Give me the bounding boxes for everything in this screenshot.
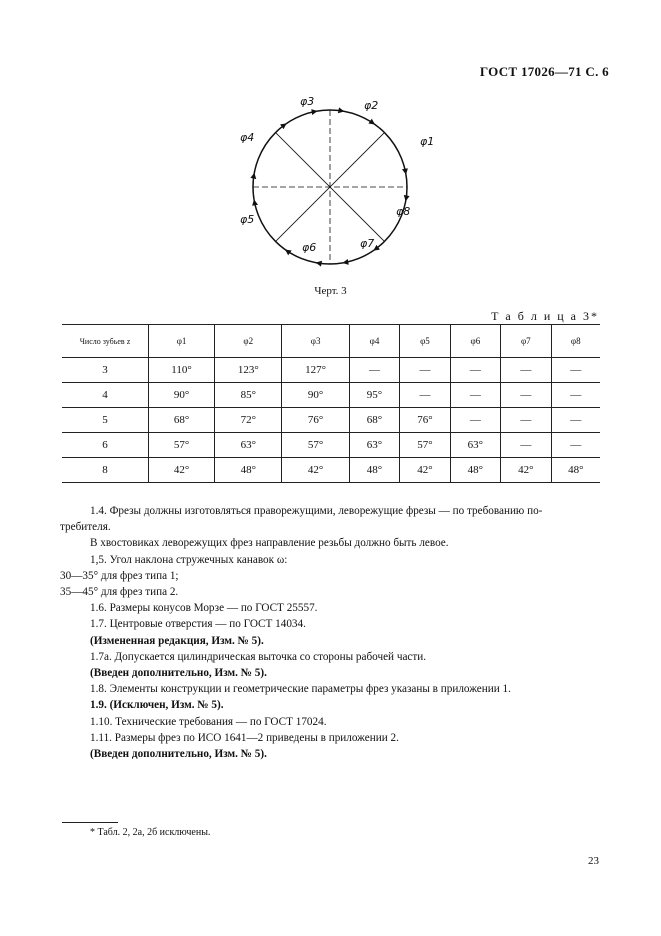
angle-label-phi-8: φ8 bbox=[396, 205, 411, 218]
cell-teeth-count: 6 bbox=[62, 433, 149, 458]
header-phi-3: φ3 bbox=[282, 325, 349, 358]
header-phi-5: φ5 bbox=[400, 325, 450, 358]
angle-label-phi-4: φ4 bbox=[240, 131, 255, 144]
cell-angle-phi-2: 72° bbox=[215, 408, 282, 433]
para-1-7a: 1.7а. Допускается цилиндрическая выточка со стороны рабочей части. bbox=[90, 650, 427, 663]
cell-angle-phi-6: — bbox=[450, 383, 500, 408]
cell-angle-phi-3: 76° bbox=[282, 408, 349, 433]
para-1-7: 1.7. Центровые отверстия — по ГОСТ 14034. bbox=[90, 618, 306, 631]
para-1-6: 1.6. Размеры конусов Морзе — по ГОСТ 25557. bbox=[90, 602, 318, 615]
cell-angle-phi-2: 63° bbox=[215, 433, 282, 458]
cell-angle-phi-7: — bbox=[501, 383, 551, 408]
page-number: 23 bbox=[588, 855, 599, 867]
header-phi-6: φ6 bbox=[450, 325, 500, 358]
header-phi-2: φ2 bbox=[215, 325, 282, 358]
note-added-1: (Введен дополнительно, Изм. № 5). bbox=[90, 667, 267, 680]
cell-teeth-count: 4 bbox=[62, 383, 149, 408]
cell-angle-phi-8: — bbox=[551, 358, 600, 383]
cell-angle-phi-4: 95° bbox=[349, 383, 399, 408]
header-teeth-count: Число зубьев z bbox=[62, 325, 149, 358]
cell-angle-phi-7: — bbox=[501, 433, 551, 458]
cell-angle-phi-8: — bbox=[551, 433, 600, 458]
para-thread: В хвостовиках леворежущих фрез направление резьбы должно быть левое. bbox=[90, 537, 449, 550]
header-phi-8: φ8 bbox=[551, 325, 600, 358]
cell-angle-phi-1: 42° bbox=[149, 458, 215, 483]
para-1-5: 1,5. Угол наклона стружечных канавок ω: bbox=[90, 553, 288, 566]
cell-angle-phi-5: 76° bbox=[400, 408, 450, 433]
page-header: ГОСТ 17026—71 С. 6 bbox=[479, 64, 609, 79]
para-1-4-cont: требителя. bbox=[60, 521, 111, 534]
para-1-9: 1.9. (Исключен, Изм. № 5). bbox=[90, 699, 224, 712]
angle-label-phi-5: φ5 bbox=[240, 213, 255, 226]
cell-angle-phi-5: 57° bbox=[400, 433, 450, 458]
cell-angle-phi-1: 68° bbox=[149, 408, 215, 433]
cell-angle-phi-4: 63° bbox=[349, 433, 399, 458]
cell-angle-phi-6: — bbox=[450, 408, 500, 433]
table-row bbox=[62, 408, 600, 433]
cell-angle-phi-1: 57° bbox=[149, 433, 215, 458]
cell-angle-phi-3: 127° bbox=[282, 358, 349, 383]
cell-angle-phi-3: 90° bbox=[282, 383, 349, 408]
cell-angle-phi-5: 42° bbox=[400, 458, 450, 483]
cell-angle-phi-7: 42° bbox=[501, 458, 551, 483]
cell-angle-phi-8: — bbox=[551, 408, 600, 433]
note-changed-1: (Измененная редакция, Изм. № 5). bbox=[90, 634, 264, 647]
cell-angle-phi-3: 42° bbox=[282, 458, 349, 483]
cell-angle-phi-4: 48° bbox=[349, 458, 399, 483]
angle-label-phi-1: φ1 bbox=[420, 135, 435, 148]
cell-angle-phi-8: 48° bbox=[551, 458, 600, 483]
cell-angle-phi-4: — bbox=[349, 358, 399, 383]
cell-angle-phi-2: 85° bbox=[215, 383, 282, 408]
header-phi-7: φ7 bbox=[501, 325, 551, 358]
cell-angle-phi-6: 63° bbox=[450, 433, 500, 458]
cell-angle-phi-5: — bbox=[400, 358, 450, 383]
footnote: * Табл. 2, 2а, 2б исключены. bbox=[90, 827, 211, 838]
arc-arrow bbox=[282, 124, 286, 127]
figure-caption: Черт. 3 bbox=[314, 285, 347, 297]
para-type-2: 35—45° для фрез типа 2. bbox=[60, 586, 179, 599]
table-title: Т а б л и ц а 3* bbox=[491, 309, 599, 323]
table-row bbox=[62, 458, 600, 483]
cell-angle-phi-6: 48° bbox=[450, 458, 500, 483]
angle-label-phi-2: φ2 bbox=[364, 99, 379, 112]
angle-label-phi-7: φ7 bbox=[360, 237, 375, 250]
header-phi-1: φ1 bbox=[149, 325, 215, 358]
cell-teeth-count: 5 bbox=[62, 408, 149, 433]
angle-label-phi-3: φ3 bbox=[300, 95, 315, 108]
note-added-2: (Введен дополнительно, Изм. № 5). bbox=[90, 748, 267, 761]
cell-angle-phi-4: 68° bbox=[349, 408, 399, 433]
cell-angle-phi-2: 48° bbox=[215, 458, 282, 483]
footnote-rule bbox=[62, 822, 118, 823]
cell-angle-phi-7: — bbox=[501, 408, 551, 433]
cell-angle-phi-2: 123° bbox=[215, 358, 282, 383]
angles-table bbox=[62, 324, 600, 483]
drawing-figure bbox=[222, 95, 438, 285]
header-phi-4: φ4 bbox=[349, 325, 399, 358]
cell-angle-phi-7: — bbox=[501, 358, 551, 383]
para-1-10: 1.10. Технические требования — по ГОСТ 17024. bbox=[90, 715, 327, 728]
table-header-row bbox=[62, 325, 600, 358]
angle-label-phi-6: φ6 bbox=[302, 241, 317, 254]
table-row bbox=[62, 358, 600, 383]
cell-angle-phi-1: 90° bbox=[149, 383, 215, 408]
circle-diagram bbox=[222, 95, 438, 285]
table-row bbox=[62, 433, 600, 458]
cell-angle-phi-6: — bbox=[450, 358, 500, 383]
para-1-4: 1.4. Фрезы должны изготовляться праворежущими, леворежущие фрезы — по требованию по- bbox=[90, 505, 543, 517]
para-1-8: 1.8. Элементы конструкции и геометрические параметры фрез указаны в приложении 1. bbox=[90, 683, 511, 696]
cell-angle-phi-1: 110° bbox=[149, 358, 215, 383]
cell-teeth-count: 8 bbox=[62, 458, 149, 483]
cell-teeth-count: 3 bbox=[62, 358, 149, 383]
cell-angle-phi-5: — bbox=[400, 383, 450, 408]
cell-angle-phi-8: — bbox=[551, 383, 600, 408]
para-1-11: 1.11. Размеры фрез по ИСО 1641—2 приведены в приложении 2. bbox=[90, 731, 399, 744]
body-text bbox=[60, 503, 602, 762]
para-type-1: 30—35° для фрез типа 1; bbox=[60, 569, 179, 582]
arc-arrow bbox=[374, 247, 378, 250]
table-row bbox=[62, 383, 600, 408]
cell-angle-phi-3: 57° bbox=[282, 433, 349, 458]
